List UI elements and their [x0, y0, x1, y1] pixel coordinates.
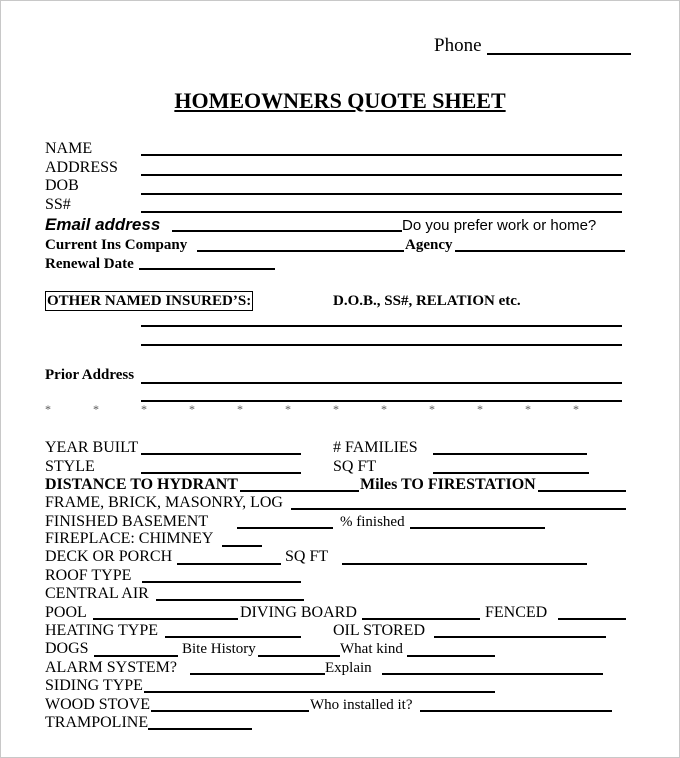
- ss-label: SS#: [45, 196, 71, 213]
- wood-stove-label: WOOD STOVE: [45, 696, 151, 713]
- email-field[interactable]: [172, 230, 402, 232]
- miles-firestation-label: Miles TO FIRESTATION: [360, 476, 536, 493]
- separator-star: *: [429, 402, 435, 416]
- diving-board-label: DIVING BOARD: [240, 604, 357, 621]
- prefer-work-home-label: Do you prefer work or home?: [402, 217, 597, 234]
- trampoline-label: TRAMPOLINE: [45, 714, 149, 731]
- name-field[interactable]: [141, 154, 622, 156]
- fenced-field[interactable]: [558, 618, 626, 620]
- separator-star: *: [93, 402, 99, 416]
- bite-history-label: Bite History: [182, 641, 256, 657]
- address-label: ADDRESS: [45, 159, 118, 176]
- heating-type-label: HEATING TYPE: [45, 622, 159, 639]
- ss-field[interactable]: [141, 211, 622, 213]
- construction-field[interactable]: [291, 508, 626, 510]
- distance-hydrant-field[interactable]: [240, 490, 359, 492]
- miles-firestation-field[interactable]: [538, 490, 626, 492]
- families-field[interactable]: [433, 453, 587, 455]
- oil-stored-field[interactable]: [434, 636, 606, 638]
- sqft-field[interactable]: [433, 472, 589, 474]
- roof-type-label: ROOF TYPE: [45, 567, 132, 584]
- agency-field[interactable]: [455, 250, 625, 252]
- renewal-field[interactable]: [139, 268, 275, 270]
- year-built-label: YEAR BUILT: [45, 439, 139, 456]
- finished-basement-field[interactable]: [237, 527, 333, 529]
- page-title: HOMEOWNERS QUOTE SHEET: [174, 88, 506, 113]
- siding-type-field[interactable]: [144, 691, 495, 693]
- explain-label: Explain: [325, 660, 372, 676]
- alarm-system-field[interactable]: [190, 673, 325, 675]
- what-kind-field[interactable]: [407, 655, 495, 657]
- style-label: STYLE: [45, 458, 95, 475]
- separator-star: *: [285, 402, 291, 416]
- pool-label: POOL: [45, 604, 87, 621]
- separator-star: *: [525, 402, 531, 416]
- fireplace-chimney-field[interactable]: [222, 545, 262, 547]
- style-field[interactable]: [141, 472, 301, 474]
- agency-label: Agency: [405, 237, 453, 253]
- alarm-system-label: ALARM SYSTEM?: [45, 659, 178, 676]
- who-installed-label: Who installed it?: [310, 697, 413, 713]
- sqft-label: SQ FT: [333, 458, 377, 475]
- explain-field[interactable]: [382, 673, 603, 675]
- heating-type-field[interactable]: [165, 636, 301, 638]
- roof-type-field[interactable]: [142, 581, 301, 583]
- separator-star: *: [573, 402, 579, 416]
- dogs-label: DOGS: [45, 640, 89, 657]
- current-ins-label: Current Ins Company: [45, 237, 188, 253]
- current-ins-field[interactable]: [197, 250, 404, 252]
- separator-star: *: [189, 402, 195, 416]
- separator-star: *: [381, 402, 387, 416]
- year-built-field[interactable]: [141, 453, 301, 455]
- construction-label: FRAME, BRICK, MASONRY, LOG: [45, 494, 283, 511]
- who-installed-field[interactable]: [420, 710, 612, 712]
- trampoline-field[interactable]: [148, 728, 252, 730]
- phone-label: Phone: [434, 35, 482, 56]
- dob-field[interactable]: [141, 193, 622, 195]
- dob-label: DOB: [45, 177, 79, 194]
- diving-board-field[interactable]: [362, 618, 480, 620]
- deck-sqft-label: SQ FT: [285, 548, 329, 565]
- prior-address-label: Prior Address: [45, 367, 135, 383]
- central-air-field[interactable]: [156, 599, 304, 601]
- renewal-label: Renewal Date: [45, 256, 134, 272]
- fireplace-chimney-label: FIREPLACE: CHIMNEY: [45, 530, 214, 547]
- oil-stored-label: OIL STORED: [333, 622, 425, 639]
- separator-star: *: [45, 402, 51, 416]
- separator-star: *: [141, 402, 147, 416]
- pct-finished-field[interactable]: [410, 527, 545, 529]
- phone-field[interactable]: [487, 53, 631, 55]
- distance-hydrant-label: DISTANCE TO HYDRANT: [45, 476, 238, 493]
- what-kind-label: What kind: [340, 641, 403, 657]
- deck-porch-field[interactable]: [177, 563, 281, 565]
- pct-finished-label: % finished: [340, 514, 405, 530]
- separator-star: *: [477, 402, 483, 416]
- deck-sqft-field[interactable]: [342, 563, 587, 565]
- address-field[interactable]: [141, 174, 622, 176]
- bite-history-field[interactable]: [258, 655, 340, 657]
- deck-porch-label: DECK OR PORCH: [45, 548, 173, 565]
- email-label: Email address: [45, 215, 161, 234]
- other-insured-field-1[interactable]: [141, 325, 622, 327]
- siding-type-label: SIDING TYPE: [45, 677, 143, 694]
- fenced-label: FENCED: [485, 604, 548, 621]
- other-insured-subheading: D.O.B., SS#, RELATION etc.: [333, 293, 521, 309]
- separator-star: *: [237, 402, 243, 416]
- central-air-label: CENTRAL AIR: [45, 585, 149, 602]
- name-label: NAME: [45, 140, 93, 157]
- prior-address-field-1[interactable]: [141, 382, 622, 384]
- families-label: # FAMILIES: [333, 439, 418, 456]
- finished-basement-label: FINISHED BASEMENT: [45, 513, 209, 530]
- other-insured-field-2[interactable]: [141, 344, 622, 346]
- separator-star: *: [333, 402, 339, 416]
- pool-field[interactable]: [93, 618, 238, 620]
- other-insured-heading: OTHER NAMED INSURED’S:: [47, 293, 252, 309]
- dogs-field[interactable]: [94, 655, 178, 657]
- wood-stove-field[interactable]: [151, 710, 309, 712]
